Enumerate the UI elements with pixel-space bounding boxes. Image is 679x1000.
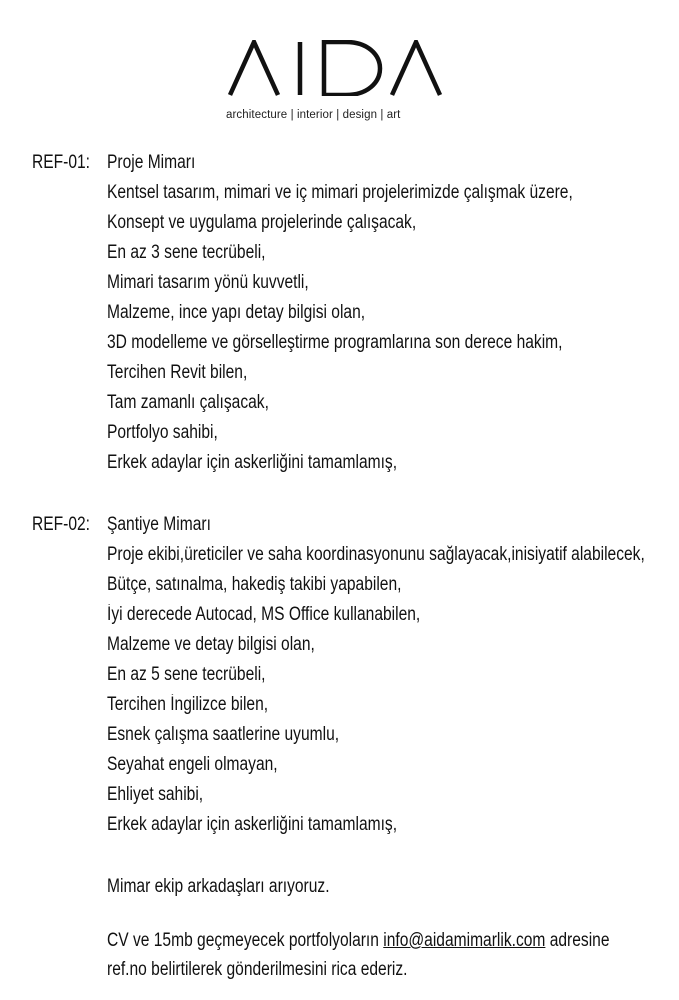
- requirement-item: Tercihen İngilizce bilen,: [107, 694, 269, 715]
- requirement-item: Esnek çalışma saatlerine uyumlu,: [107, 724, 340, 745]
- apply-suffix: adresine: [545, 930, 610, 951]
- requirement-item: Erkek adaylar için askerliğini tamamlamış,: [107, 814, 398, 835]
- requirement-item: 3D modelleme ve görselleştirme programlarına son derece hakim,: [107, 332, 563, 353]
- position-title: Şantiye Mimarı: [107, 514, 211, 535]
- email-link[interactable]: info@aidamimarlik.com: [383, 930, 546, 951]
- brand-tagline: architecture | interior | design | art: [226, 109, 401, 121]
- team-line: Mimar ekip arkadaşları arıyoruz.: [107, 876, 330, 897]
- requirement-item: Ehliyet sahibi,: [107, 784, 204, 805]
- requirement-item: Malzeme, ince yapı detay bilgisi olan,: [107, 302, 366, 323]
- ref-code: REF-02:: [32, 514, 91, 535]
- requirement-item: Malzeme ve detay bilgisi olan,: [107, 634, 315, 655]
- requirement-item: Mimari tasarım yönü kuvvetli,: [107, 272, 309, 293]
- requirement-item: Proje ekibi,üreticiler ve saha koordinasyonunu sağlayacak,inisiyatif alabilecek,: [107, 544, 645, 565]
- requirement-item: Portfolyo sahibi,: [107, 422, 218, 443]
- ref-code: REF-01:: [32, 152, 91, 173]
- requirement-item: En az 5 sene tecrübeli,: [107, 664, 266, 685]
- position-title: Proje Mimarı: [107, 152, 196, 173]
- requirement-item: Bütçe, satınalma, hakediş takibi yapabilen,: [107, 574, 402, 595]
- aida-logo-mark: [228, 40, 442, 96]
- requirement-item: En az 3 sene tecrübeli,: [107, 242, 266, 263]
- requirement-item: Konsept ve uygulama projelerinde çalışacak,: [107, 212, 417, 233]
- requirement-item: Tam zamanlı çalışacak,: [107, 392, 269, 413]
- apply-instructions-line2: ref.no belirtilerek gönderilmesini rica ederiz.: [107, 959, 408, 980]
- company-logo: [0, 34, 679, 124]
- requirement-item: Kentsel tasarım, mimari ve iç mimari projelerimizde çalışmak üzere,: [107, 182, 573, 203]
- requirement-item: Erkek adaylar için askerliğini tamamlamış,: [107, 452, 398, 473]
- requirement-item: Tercihen Revit bilen,: [107, 362, 248, 383]
- apply-instructions: [107, 929, 609, 953]
- requirement-item: Seyahat engeli olmayan,: [107, 754, 278, 775]
- requirement-item: İyi derecede Autocad, MS Office kullanabilen,: [107, 604, 421, 625]
- apply-prefix: CV ve 15mb geçmeyecek portfolyoların: [107, 930, 384, 951]
